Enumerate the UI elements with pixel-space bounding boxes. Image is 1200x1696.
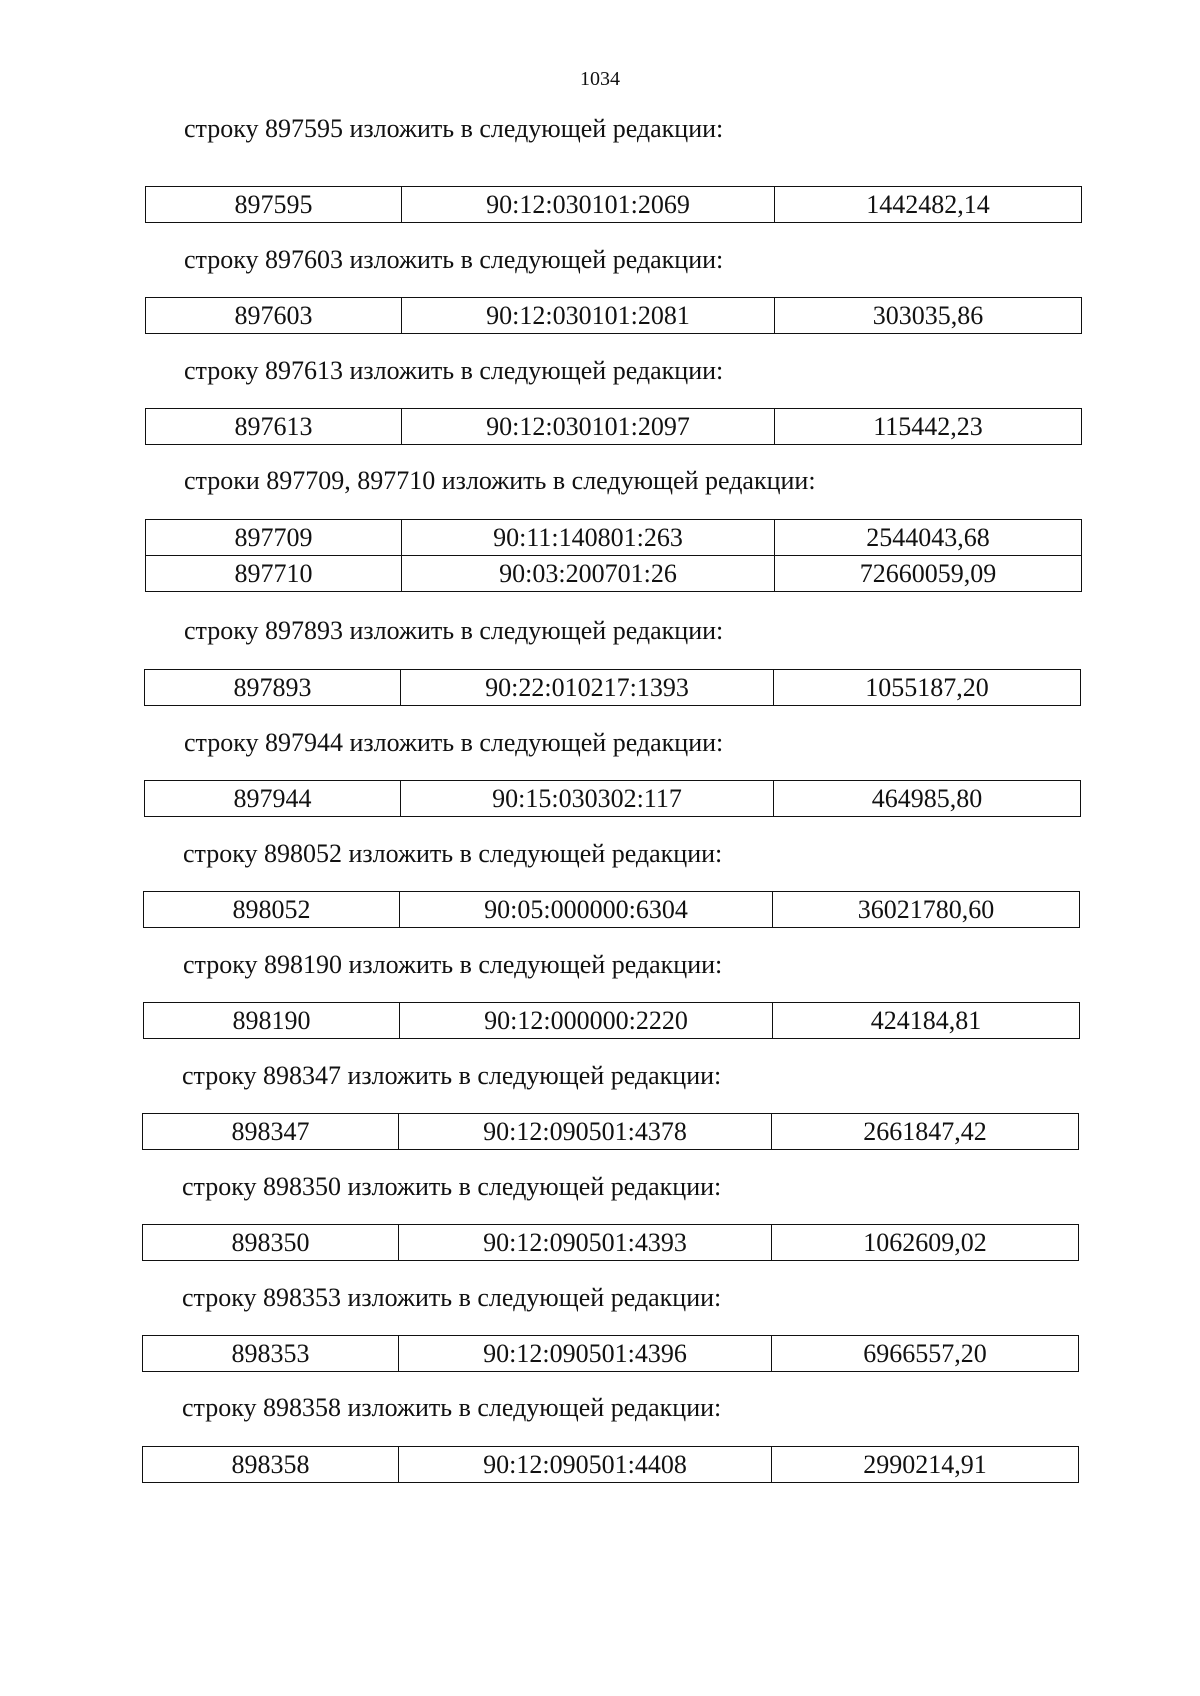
row-number-cell: 898353 <box>143 1336 399 1372</box>
cadastral-number-cell: 90:12:090501:4408 <box>399 1447 772 1483</box>
section-heading: строку 898190 изложить в следующей редакции: <box>183 950 723 979</box>
section-heading: строку 898347 изложить в следующей редакции: <box>182 1061 722 1090</box>
value-cell: 1055187,20 <box>774 670 1081 706</box>
table-row <box>145 670 1081 706</box>
row-number-cell: 898347 <box>143 1114 399 1150</box>
entry-table <box>144 669 1081 706</box>
value-cell: 464985,80 <box>774 781 1081 817</box>
value-cell: 1442482,14 <box>775 187 1082 223</box>
section-heading: строки 897709, 897710 изложить в следующей редакции: <box>184 466 816 495</box>
cadastral-number-cell: 90:12:030101:2097 <box>402 409 775 445</box>
entry-table <box>145 186 1082 223</box>
table-row <box>143 1336 1079 1372</box>
entry-table <box>144 780 1081 817</box>
table-row <box>144 1003 1080 1039</box>
section-heading: строку 897603 изложить в следующей редакции: <box>184 245 724 274</box>
cadastral-number-cell: 90:05:000000:6304 <box>400 892 773 928</box>
row-number-cell: 898358 <box>143 1447 399 1483</box>
value-cell: 2990214,91 <box>772 1447 1079 1483</box>
section-heading: строку 897613 изложить в следующей редакции: <box>184 356 724 385</box>
cadastral-number-cell: 90:12:030101:2081 <box>402 298 775 334</box>
cadastral-number-cell: 90:12:090501:4378 <box>399 1114 772 1150</box>
table-row <box>143 1225 1079 1261</box>
section-heading: строку 898353 изложить в следующей редакции: <box>182 1283 722 1312</box>
cadastral-number-cell: 90:12:030101:2069 <box>402 187 775 223</box>
cadastral-number-cell: 90:12:000000:2220 <box>400 1003 773 1039</box>
entry-table <box>142 1224 1079 1261</box>
row-number-cell: 898190 <box>144 1003 400 1039</box>
value-cell: 2544043,68 <box>775 520 1082 556</box>
value-cell: 36021780,60 <box>773 892 1080 928</box>
section-heading: строку 898350 изложить в следующей редакции: <box>182 1172 722 1201</box>
table-row <box>143 1114 1079 1150</box>
entry-table <box>142 1446 1079 1483</box>
row-number-cell: 897603 <box>146 298 402 334</box>
value-cell: 424184,81 <box>773 1003 1080 1039</box>
section-heading: строку 897944 изложить в следующей редакции: <box>184 728 724 757</box>
value-cell: 2661847,42 <box>772 1114 1079 1150</box>
cadastral-number-cell: 90:12:090501:4396 <box>399 1336 772 1372</box>
row-number-cell: 897893 <box>145 670 401 706</box>
cadastral-number-cell: 90:22:010217:1393 <box>401 670 774 706</box>
table-row <box>143 1447 1079 1483</box>
table-row <box>146 556 1082 592</box>
entry-table <box>145 519 1082 592</box>
value-cell: 72660059,09 <box>775 556 1082 592</box>
row-number-cell: 897709 <box>146 520 402 556</box>
entry-table <box>143 1002 1080 1039</box>
cadastral-number-cell: 90:15:030302:117 <box>401 781 774 817</box>
row-number-cell: 897710 <box>146 556 402 592</box>
section-heading: строку 898052 изложить в следующей редакции: <box>183 839 723 868</box>
value-cell: 303035,86 <box>775 298 1082 334</box>
cadastral-number-cell: 90:12:090501:4393 <box>399 1225 772 1261</box>
section-heading: строку 897595 изложить в следующей редакции: <box>184 114 724 143</box>
row-number-cell: 897595 <box>146 187 402 223</box>
cadastral-number-cell: 90:03:200701:26 <box>402 556 775 592</box>
table-row <box>144 892 1080 928</box>
cadastral-number-cell: 90:11:140801:263 <box>402 520 775 556</box>
page-number: 1034 <box>580 68 620 90</box>
entry-table <box>145 297 1082 334</box>
table-row <box>146 409 1082 445</box>
entry-table <box>143 891 1080 928</box>
value-cell: 1062609,02 <box>772 1225 1079 1261</box>
section-heading: строку 897893 изложить в следующей редакции: <box>184 616 724 645</box>
row-number-cell: 897944 <box>145 781 401 817</box>
row-number-cell: 897613 <box>146 409 402 445</box>
value-cell: 115442,23 <box>775 409 1082 445</box>
table-row <box>146 187 1082 223</box>
entry-table <box>145 408 1082 445</box>
table-row <box>145 781 1081 817</box>
row-number-cell: 898052 <box>144 892 400 928</box>
entry-table <box>142 1113 1079 1150</box>
row-number-cell: 898350 <box>143 1225 399 1261</box>
table-row <box>146 520 1082 556</box>
entry-table <box>142 1335 1079 1372</box>
section-heading: строку 898358 изложить в следующей редакции: <box>182 1393 722 1422</box>
table-row <box>146 298 1082 334</box>
value-cell: 6966557,20 <box>772 1336 1079 1372</box>
